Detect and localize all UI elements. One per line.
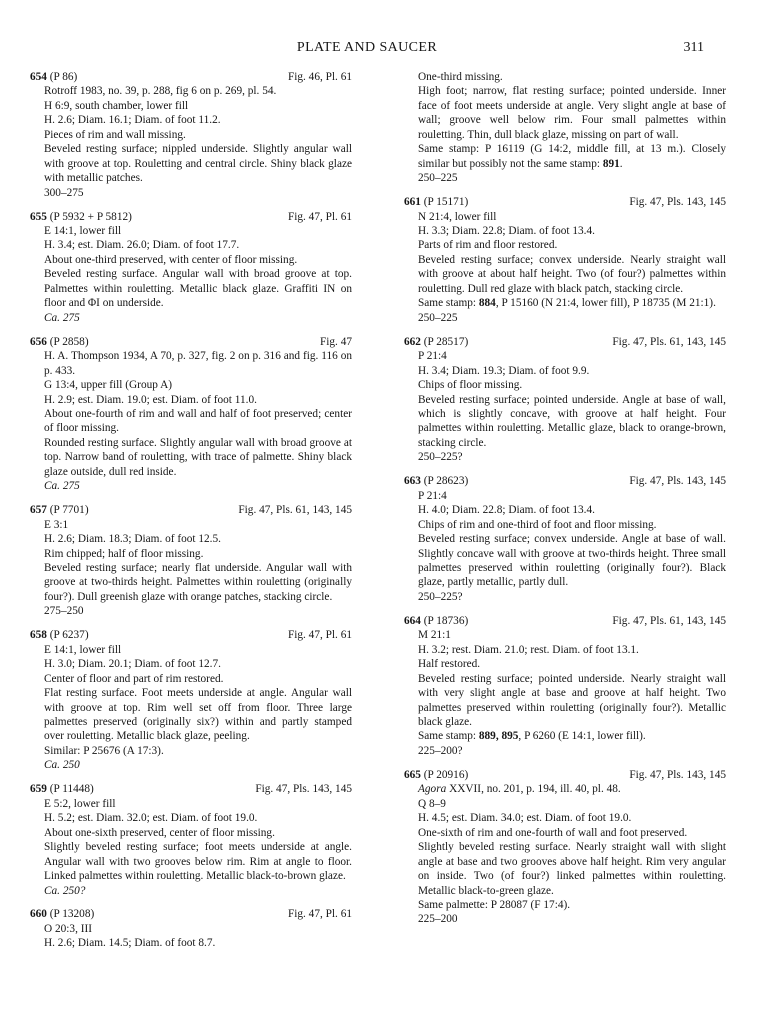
dimensions-line: H. 2.9; est. Diam. 19.0; est. Diam. of foot 11.0. — [44, 393, 257, 406]
entry-heading — [30, 782, 352, 796]
catalogue-entry-659 — [30, 782, 352, 898]
date-line: 250–225? — [418, 590, 463, 603]
deposit-line: E 3:1 — [44, 518, 69, 531]
entry-number: 664 — [404, 614, 421, 627]
dimensions-line: H. 2.6; Diam. 16.1; Diam. of foot 11.2. — [44, 114, 221, 127]
same-palmette-line: Same palmette: P 28087 (F 17:4). — [418, 898, 571, 911]
deposit-line: E 14:1, lower fill — [44, 643, 122, 656]
dimensions-line: H. 3.4; Diam. 19.3; Diam. of foot 9.9. — [418, 364, 590, 377]
catalogue-entry-662 — [404, 335, 726, 465]
description-paragraph: High foot; narrow, flat resting surface; pointed underside. Inner face of foot meets underside at angle. Very slight angle at base of wall; groove well below rim. Four small palmettes within rouletting. Thin, dull black glaze, missing on part of wall. — [418, 85, 726, 141]
page-number: 311 — [683, 40, 704, 55]
catalogue-entry-661 — [404, 195, 726, 325]
entry-heading — [30, 335, 352, 349]
inventory-number: (P 20916) — [423, 768, 469, 781]
bibliography-line: H. A. Thompson 1934, A 70, p. 327, fig. 2 on p. 316 and fig. 116 on p. 433. — [44, 350, 352, 377]
inventory-number: (P 5932 + P 5812) — [49, 210, 132, 223]
entry-heading — [30, 70, 352, 84]
left-column — [30, 70, 352, 960]
deposit-line: E 14:1, lower fill — [44, 225, 122, 238]
similar-line: Similar: P 25676 (A 17:3). — [44, 744, 164, 757]
entry-number: 665 — [404, 768, 421, 781]
bibliography-line: Rotroff 1983, no. 39, p. 288, fig 6 on p. 269, pl. 54. — [44, 85, 277, 98]
stamp-reference: 891 — [602, 157, 620, 170]
stamp-line — [404, 142, 726, 171]
figure-reference: Fig. 47, Pls. 143, 145 — [629, 768, 726, 781]
figure-reference: Fig. 47, Pls. 143, 145 — [629, 475, 726, 488]
stamp-reference: 884 — [478, 297, 496, 310]
description-paragraph: Slightly beveled resting surface. Nearly straight wall with slight angle at base and two grooves above half height. Rim very angular on inside. Two (of four?) linked palmettes within rouletting. Metallic black-to-green glaze. — [418, 841, 726, 897]
entry-number: 662 — [404, 335, 421, 348]
inventory-number: (P 18736) — [423, 614, 469, 627]
entry-number: 660 — [30, 908, 47, 921]
entry-number: 654 — [30, 71, 47, 83]
inventory-number: (P 13208) — [49, 908, 95, 921]
entry-number: 655 — [30, 210, 47, 223]
date-line: Ca. 275 — [44, 480, 80, 493]
catalogue-entry-664 — [404, 614, 726, 759]
deposit-line: E 5:2, lower fill — [44, 797, 116, 810]
entry-heading — [404, 195, 726, 209]
condition-line: Chips of floor missing. — [418, 379, 523, 392]
entry-number: 659 — [30, 783, 47, 796]
entry-heading — [30, 210, 352, 224]
date-line: 275–250 — [44, 605, 84, 618]
stamp-line — [404, 729, 726, 743]
date-line: Ca. 250? — [44, 884, 86, 897]
figure-reference: Fig. 47, Pls. 61, 143, 145 — [612, 614, 726, 627]
inventory-number: (P 7701) — [49, 504, 89, 517]
inventory-number: (P 86) — [49, 71, 78, 83]
condition-line: Chips of rim and one-third of foot and floor missing. — [418, 518, 657, 531]
catalogue-entry-656 — [30, 335, 352, 494]
dimensions-line: H. 2.6; Diam. 18.3; Diam. of foot 12.5. — [44, 533, 221, 546]
description-paragraph: Beveled resting surface; pointed underside. Angle at base of wall, which is slightly concave, with groove at half height. Four palmettes within rouletting. Metallic glaze, black to orange-brown, stacking circle. — [418, 393, 726, 449]
condition-line: One-third missing. — [418, 71, 503, 83]
condition-line: Center of floor and part of rim restored. — [44, 672, 224, 685]
figure-reference: Fig. 47, Pls. 61, 143, 145 — [238, 504, 352, 517]
date-line: Ca. 275 — [44, 311, 80, 324]
entry-heading — [404, 474, 726, 488]
dimensions-line: H. 4.0; Diam. 22.8; Diam. of foot 13.4. — [418, 504, 595, 517]
deposit-line: O 20:3, III — [44, 922, 93, 935]
entry-number: 658 — [30, 629, 47, 642]
description-paragraph: Beveled resting surface; nippled underside. Slightly angular wall with groove at top. Rouletting and central circle. Shiny black glaze with metallic patches. — [44, 143, 352, 185]
figure-reference: Fig. 46, Pl. 61 — [287, 71, 352, 83]
figure-reference: Fig. 47, Pls. 143, 145 — [629, 196, 726, 209]
inventory-number: (P 28517) — [423, 335, 469, 348]
description-paragraph: Beveled resting surface; nearly flat underside. Angular wall with groove at two-thirds height. Palmettes within rouletting (originally four?). Dull greenish glaze with orange patches, stacking circle. — [44, 562, 352, 603]
catalogue-entry-658 — [30, 628, 352, 773]
stamp-end: . — [619, 157, 623, 170]
page-header — [30, 40, 704, 58]
date-line: 250–225 — [418, 172, 458, 185]
catalogue-entry-663 — [404, 474, 726, 604]
catalogue-entry-655 — [30, 210, 352, 326]
inventory-number: (P 11448) — [49, 783, 94, 796]
deposit-line: P 21:4 — [418, 489, 447, 502]
dimensions-line: H. 3.3; Diam. 22.8; Diam. of foot 13.4. — [418, 225, 595, 238]
running-title: PLATE AND SAUCER — [296, 40, 438, 55]
deposit-line: H 6:9, south chamber, lower fill — [44, 99, 189, 112]
inventory-number: (P 28623) — [423, 475, 469, 488]
dimensions-line: H. 3.2; rest. Diam. 21.0; rest. Diam. of foot 13.1. — [418, 643, 639, 656]
figure-reference: Fig. 47, Pl. 61 — [287, 629, 352, 642]
stamp-line — [404, 296, 726, 310]
deposit-line: M 21:1 — [418, 629, 451, 642]
entry-heading — [30, 503, 352, 517]
dimensions-line: H. 3.4; est. Diam. 26.0; Diam. of foot 17.7. — [44, 239, 240, 252]
condition-line: Pieces of rim and wall missing. — [44, 128, 186, 141]
dimensions-line: H. 5.2; est. Diam. 32.0; est. Diam. of foot 19.0. — [44, 812, 258, 825]
inventory-number: (P 15171) — [423, 196, 469, 209]
journal-title: Agora — [418, 783, 447, 796]
stamp-reference: 889, 895 — [478, 730, 519, 743]
date-line: 250–225 — [418, 311, 458, 324]
deposit-line: P 21:4 — [418, 350, 447, 363]
description-paragraph: Flat resting surface. Foot meets underside at angle. Angular wall with groove at top. Rim well set off from floor. Three large palmettes preserved (originally six?) within and partly stamped over rouletting. Metallic black glaze, peeling. — [44, 687, 352, 743]
entry-number: 657 — [30, 504, 47, 517]
inventory-number: (P 2858) — [49, 335, 89, 348]
catalogue-entry-660 — [30, 907, 352, 950]
catalogue-entry-660-continued — [404, 70, 726, 186]
figure-reference: Fig. 47, Pl. 61 — [287, 908, 352, 921]
stamp-text-continued: , P 15160 (N 21:4, lower fill), P 18735 (M 21:1). — [495, 297, 716, 310]
entry-heading — [404, 614, 726, 628]
figure-reference: Fig. 47, Pls. 143, 145 — [255, 783, 352, 796]
condition-line: Parts of rim and floor restored. — [418, 239, 558, 252]
entry-number: 661 — [404, 196, 421, 209]
dimensions-line: H. 3.0; Diam. 20.1; Diam. of foot 12.7. — [44, 658, 221, 671]
entry-number: 663 — [404, 475, 421, 488]
description-paragraph: Beveled resting surface. Angular wall with broad groove at top. Palmettes within rouletting. Metallic black glaze. Graffiti IN on floor and ΦI on underside. — [44, 268, 352, 310]
condition-line: About one-third preserved, with center of floor missing. — [44, 253, 298, 266]
description-paragraph: Beveled resting surface; convex underside. Angle at base of wall. Slightly concave wall with groove at two-thirds height. Three small palmettes preserved within rouletting (originally four?). Black glaze, partly metallic, partly dull. — [418, 533, 726, 589]
catalogue-entry-654 — [30, 70, 352, 200]
date-line: Ca. 250 — [44, 759, 80, 772]
entry-number: 656 — [30, 335, 47, 348]
figure-reference: Fig. 47 — [319, 335, 352, 348]
description-paragraph: Beveled resting surface; convex underside. Nearly straight wall with groove at about half height. Two (of four?) palmettes within rouletting. Dull red glaze with black patch, stacking circle. — [418, 253, 726, 295]
dimensions-line: H. 2.6; Diam. 14.5; Diam. of foot 8.7. — [44, 937, 216, 950]
date-line: 225–200 — [418, 913, 458, 926]
deposit-line: Q 8–9 — [418, 797, 446, 810]
stamp-text: Same stamp: P 16119 (G 14:2, middle fill, at 13 m.). Closely similar but possibly not the same stamp: — [418, 143, 726, 170]
dimensions-line: H. 4.5; est. Diam. 34.0; est. Diam. of foot 19.0. — [418, 812, 632, 825]
date-line: 225–200? — [418, 744, 463, 757]
entry-heading — [404, 768, 726, 782]
figure-reference: Fig. 47, Pls. 61, 143, 145 — [612, 335, 726, 348]
condition-line: About one-fourth of rim and wall and half of foot preserved; center of floor missing. — [44, 407, 352, 435]
entry-heading — [30, 907, 352, 921]
stamp-text: Same stamp: — [418, 730, 479, 743]
date-line: 300–275 — [44, 186, 84, 199]
entry-heading — [30, 628, 352, 642]
stamp-text-continued: , P 6260 (E 14:1, lower fill). — [518, 730, 646, 743]
entry-heading — [404, 335, 726, 349]
catalogue-entry-657 — [30, 503, 352, 619]
condition-line: About one-sixth preserved, center of floor missing. — [44, 826, 275, 839]
condition-line: One-sixth of rim and one-fourth of wall and foot preserved. — [418, 826, 688, 839]
inventory-number: (P 6237) — [49, 629, 89, 642]
bibliography-line — [404, 782, 726, 796]
bibliography-detail: XXVII, no. 201, p. 194, ill. 40, pl. 48. — [446, 783, 621, 796]
figure-reference: Fig. 47, Pl. 61 — [287, 210, 352, 223]
description-paragraph: Slightly beveled resting surface; foot meets underside at angle. Angular wall with two grooves below rim. Rim at angle to floor. Linked palmettes within rouletting. Metallic black-to-brown glaze. — [44, 841, 352, 883]
deposit-line: N 21:4, lower fill — [418, 210, 497, 223]
description-paragraph: Rounded resting surface. Slightly angular wall with broad groove at top. Narrow band of rouletting, with trace of palmette. Shiny black glaze outside, dull red inside. — [44, 436, 352, 478]
catalogue-entry-665 — [404, 768, 726, 927]
date-line: 250–225? — [418, 451, 463, 464]
right-column — [404, 70, 726, 936]
stamp-text: Same stamp: — [418, 297, 479, 310]
deposit-line: G 13:4, upper fill (Group A) — [44, 379, 173, 392]
description-paragraph: Beveled resting surface; pointed underside. Nearly straight wall with very slight angle at base and groove at half height. Two palmettes preserved within rouletting (originally four?). Metallic black glaze. — [418, 672, 726, 729]
condition-line: Half restored. — [418, 658, 481, 671]
condition-line: Rim chipped; half of floor missing. — [44, 547, 204, 560]
